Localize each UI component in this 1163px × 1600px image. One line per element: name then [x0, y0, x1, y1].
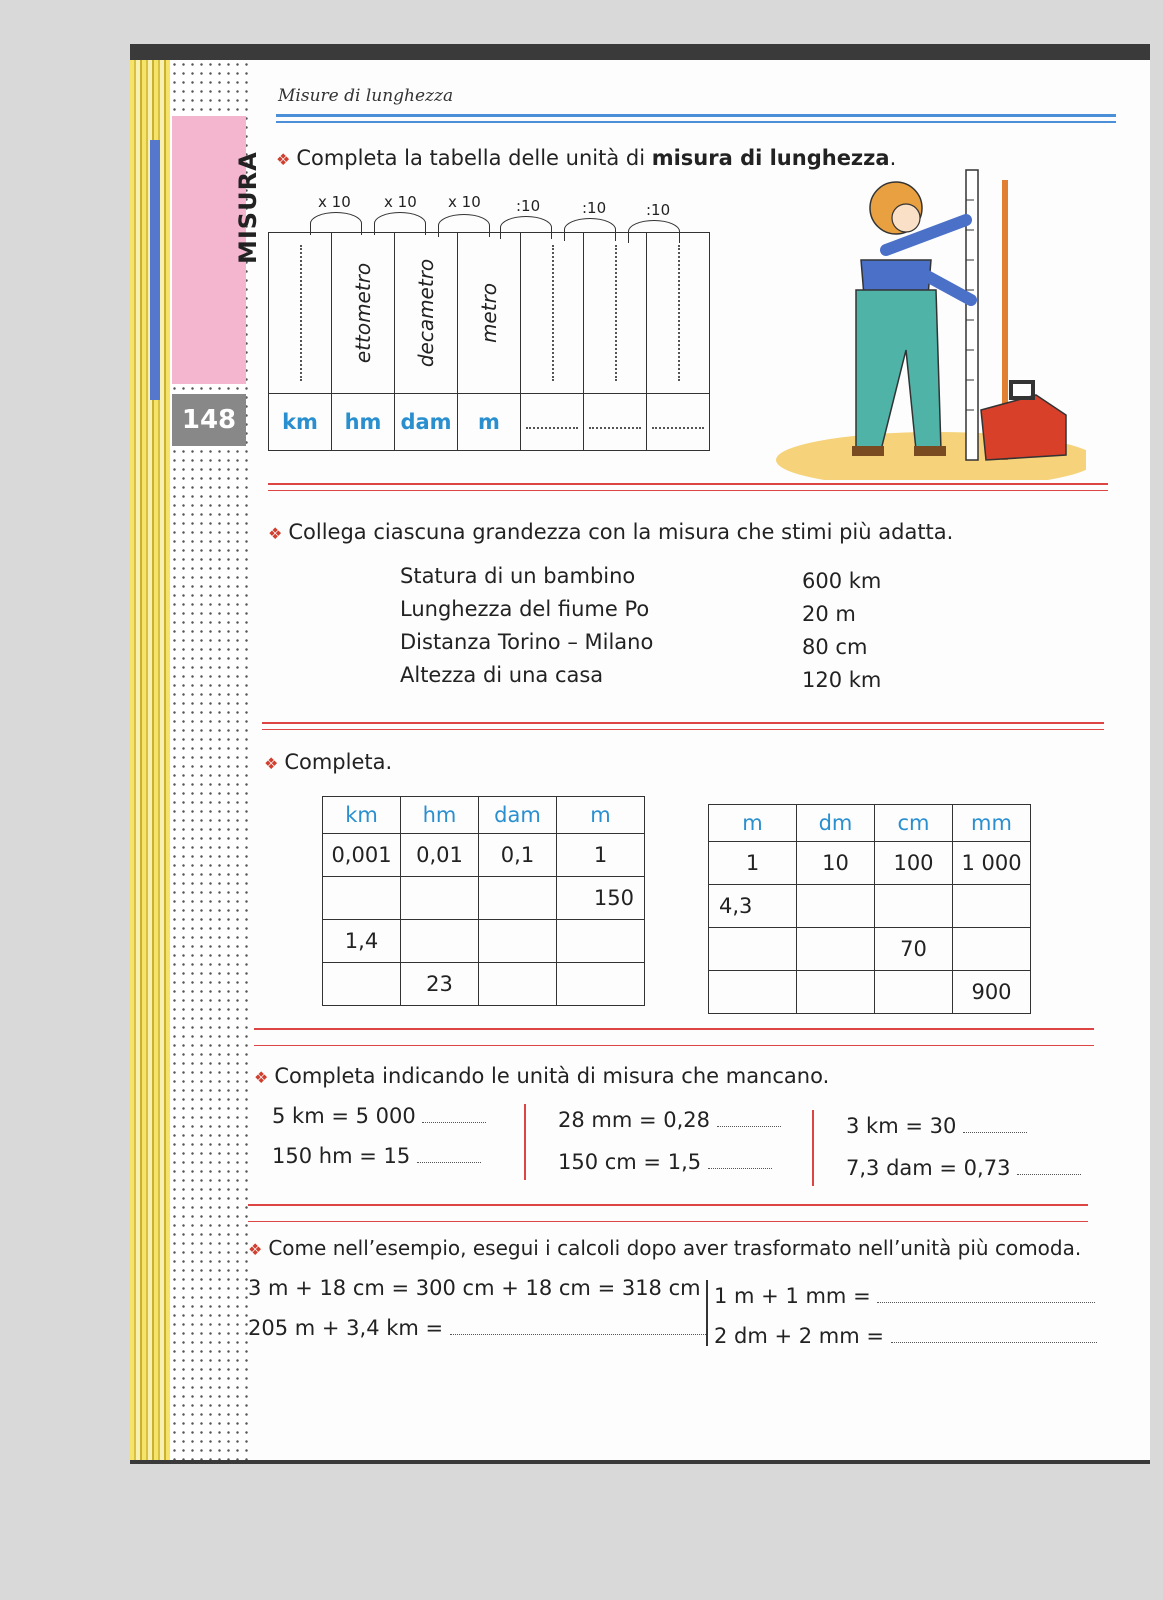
worker-illustration	[766, 160, 1086, 480]
column-divider	[524, 1104, 526, 1180]
col-header: mm	[953, 805, 1031, 842]
answer-blank[interactable]	[422, 1122, 486, 1123]
input-cell[interactable]	[797, 928, 875, 971]
unit-name-cell[interactable]	[269, 233, 332, 394]
col-header: m	[557, 797, 645, 834]
input-cell[interactable]	[875, 885, 953, 928]
measure-item[interactable]: 600 km	[802, 569, 882, 593]
measure-item[interactable]: 120 km	[802, 668, 882, 692]
section-title: Misure di lunghezza	[278, 86, 454, 106]
equation: 3 km = 30	[846, 1114, 1027, 1138]
quantity-item[interactable]: Altezza di una casa	[400, 663, 604, 687]
unit-symbol-cell: hm	[332, 394, 395, 451]
fill-blank	[615, 245, 617, 381]
conversion-table-km	[322, 796, 645, 1006]
example-equation: 3 m + 18 cm = 300 cm + 18 cm = 318 cm	[248, 1276, 701, 1300]
cell: 0,001	[323, 834, 401, 877]
input-cell[interactable]	[953, 928, 1031, 971]
bullet-icon: ❖	[248, 1240, 263, 1259]
equation: 1 m + 1 mm =	[714, 1284, 1095, 1308]
col-header: dm	[797, 805, 875, 842]
section-divider-2	[262, 729, 1104, 730]
tab-label: MISURA	[234, 151, 262, 264]
answer-blank[interactable]	[877, 1302, 1095, 1303]
answer-blank[interactable]	[450, 1334, 708, 1335]
input-cell[interactable]	[479, 877, 557, 920]
input-cell[interactable]	[797, 971, 875, 1014]
input-cell[interactable]	[709, 971, 797, 1014]
quantity-item[interactable]: Distanza Torino – Milano	[400, 630, 654, 654]
op-3: x 10	[448, 193, 481, 211]
cell: 0,01	[401, 834, 479, 877]
fill-blank	[589, 427, 641, 429]
answer-blank[interactable]	[963, 1132, 1027, 1133]
cell: 1	[557, 834, 645, 877]
cell: 4,3	[709, 885, 797, 928]
measures-list	[802, 565, 881, 697]
section-divider-2	[248, 1221, 1088, 1222]
section-divider-2	[254, 1045, 1094, 1046]
col-header: dam	[479, 797, 557, 834]
cell: 23	[401, 963, 479, 1006]
equation: 7,3 dam = 0,73	[846, 1156, 1081, 1180]
equation: 5 km = 5 000	[272, 1104, 486, 1128]
answer-blank[interactable]	[717, 1126, 781, 1127]
section-divider	[254, 1028, 1094, 1030]
unit-symbol-cell[interactable]	[521, 394, 584, 451]
section-divider-2	[268, 490, 1108, 491]
section-divider	[262, 722, 1104, 724]
unit-symbol-cell: m	[458, 394, 521, 451]
unit-symbol-cell[interactable]	[647, 394, 710, 451]
cell: 900	[953, 971, 1031, 1014]
cell: 150	[557, 877, 645, 920]
input-cell[interactable]	[401, 920, 479, 963]
input-cell[interactable]	[557, 963, 645, 1006]
measure-item[interactable]: 20 m	[802, 602, 856, 626]
answer-blank[interactable]	[1017, 1174, 1081, 1175]
ex2-instruction: ❖ Collega ciascuna grandezza con la misura che stimi più adatta.	[268, 520, 954, 544]
input-cell[interactable]	[323, 963, 401, 1006]
unit-name-cell[interactable]	[647, 233, 710, 394]
column-divider	[812, 1110, 814, 1186]
answer-blank[interactable]	[891, 1342, 1097, 1343]
col-header: hm	[401, 797, 479, 834]
unit-symbol-cell: km	[269, 394, 332, 451]
cell: 10	[797, 842, 875, 885]
equation: 2 dm + 2 mm =	[714, 1324, 1097, 1348]
op-6: :10	[646, 201, 671, 219]
units-table	[268, 232, 710, 451]
cell: 100	[875, 842, 953, 885]
answer-blank[interactable]	[708, 1168, 772, 1169]
unit-symbol-cell[interactable]	[584, 394, 647, 451]
section-divider	[248, 1204, 1088, 1206]
column-divider	[706, 1280, 708, 1346]
equation: 28 mm = 0,28	[558, 1108, 781, 1132]
input-cell[interactable]	[479, 963, 557, 1006]
unit-symbol-cell: dam	[395, 394, 458, 451]
input-cell[interactable]	[557, 920, 645, 963]
header-rule	[276, 114, 1116, 117]
op-5: :10	[582, 199, 607, 217]
ex3-instruction: ❖ Completa.	[264, 750, 393, 774]
cell: 1,4	[323, 920, 401, 963]
measure-item[interactable]: 80 cm	[802, 635, 868, 659]
op-2: x 10	[384, 193, 417, 211]
quantities-list	[400, 560, 653, 692]
equation: 150 hm = 15	[272, 1144, 481, 1168]
ex1-instruction: ❖ Completa la tabella delle unità di misura di lunghezza.	[276, 146, 897, 170]
quantity-item[interactable]: Lunghezza del fiume Po	[400, 597, 650, 621]
fill-blank	[552, 245, 554, 381]
bullet-icon: ❖	[254, 1068, 269, 1087]
conversion-table-m	[708, 804, 1031, 1014]
op-1: x 10	[318, 193, 351, 211]
cell: 70	[875, 928, 953, 971]
answer-blank[interactable]	[417, 1162, 481, 1163]
input-cell[interactable]	[479, 920, 557, 963]
unit-name-cell: metro	[458, 233, 521, 394]
section-divider	[268, 483, 1108, 485]
input-cell[interactable]	[953, 885, 1031, 928]
unit-name-cell: decametro	[395, 233, 458, 394]
ex4-instruction: ❖ Completa indicando le unità di misura che mancano.	[254, 1064, 830, 1088]
unit-name-cell[interactable]	[584, 233, 647, 394]
bullet-icon: ❖	[264, 754, 279, 773]
fill-blank	[652, 427, 704, 429]
cell: 1	[709, 842, 797, 885]
unit-name-cell[interactable]	[521, 233, 584, 394]
page-number: 148	[172, 394, 246, 446]
fill-blank	[300, 245, 302, 381]
input-cell[interactable]	[875, 971, 953, 1014]
bullet-icon: ❖	[268, 524, 283, 543]
equation: 205 m + 3,4 km =	[248, 1316, 708, 1340]
fill-blank	[678, 245, 680, 381]
unit-name-cell: ettometro	[332, 233, 395, 394]
col-header: cm	[875, 805, 953, 842]
quantity-item[interactable]: Statura di un bambino	[400, 564, 636, 588]
col-header: m	[709, 805, 797, 842]
col-header: km	[323, 797, 401, 834]
input-cell[interactable]	[709, 928, 797, 971]
spine-stripe	[150, 140, 160, 400]
header-rule-2	[276, 121, 1116, 123]
input-cell[interactable]	[323, 877, 401, 920]
equation: 150 cm = 1,5	[558, 1150, 772, 1174]
cell: 0,1	[479, 834, 557, 877]
op-4: :10	[516, 197, 541, 215]
fill-blank	[526, 427, 578, 429]
ex5-instruction: ❖ Come nell’esempio, esegui i calcoli dopo aver trasformato nell’unità più comoda.	[248, 1236, 1082, 1260]
input-cell[interactable]	[797, 885, 875, 928]
input-cell[interactable]	[401, 877, 479, 920]
cell: 1 000	[953, 842, 1031, 885]
bullet-icon: ❖	[276, 150, 291, 169]
